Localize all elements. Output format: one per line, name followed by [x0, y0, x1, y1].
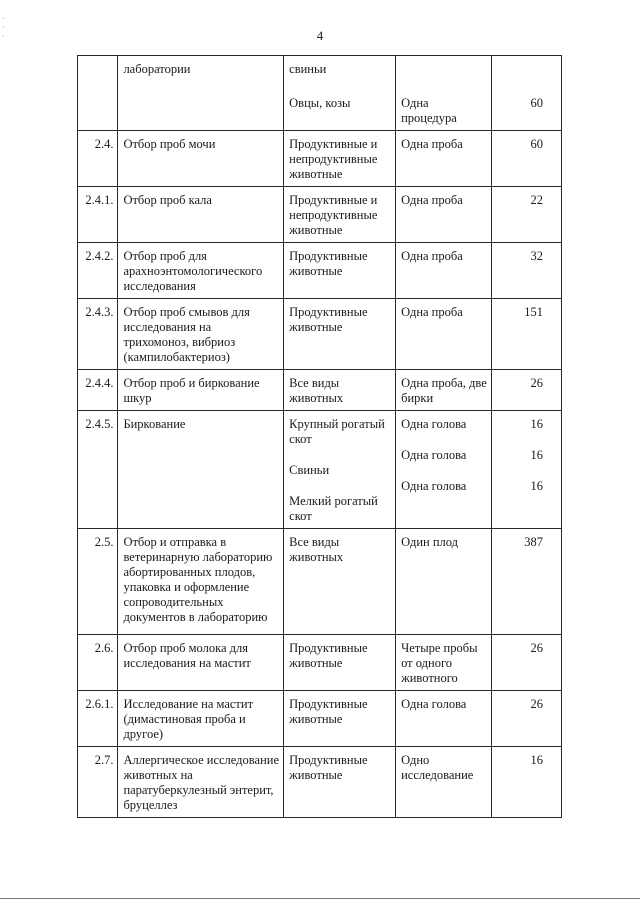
animal-type: Все виды животных — [289, 376, 344, 405]
row-number-text: 2.4.4. — [85, 376, 114, 390]
animal-type-cell — [284, 131, 396, 187]
unit-of-measure-cell — [396, 299, 492, 370]
animal-type: Крупный рогатый скот — [289, 417, 385, 446]
table-row — [78, 56, 562, 131]
price: 26 — [530, 697, 543, 711]
service-name-text: лаборатории — [123, 62, 191, 76]
unit-of-measure-cell — [396, 56, 492, 131]
service-name — [118, 56, 284, 131]
table-row — [78, 529, 562, 635]
row-number-text: 2.4.2. — [85, 249, 114, 263]
row-number — [78, 243, 118, 299]
row-number-text: 2.6.1. — [85, 697, 114, 711]
animal-type: Мелкий рогатый скот — [289, 494, 378, 523]
service-name-text: Отбор проб и биркование шкур — [123, 376, 260, 405]
price: 26 — [530, 641, 543, 655]
unit-of-measure: Одна голова — [401, 479, 467, 493]
row-number — [78, 691, 118, 747]
unit-of-measure-cell — [396, 131, 492, 187]
service-name-text: Исследование на мастит (димастиновая проба и другое) — [123, 697, 254, 741]
animal-type: Продуктивные и непродуктивные животные — [289, 193, 378, 237]
price-cell — [492, 747, 562, 818]
service-name — [118, 299, 284, 370]
table-row — [78, 635, 562, 691]
service-name-text: Отбор проб мочи — [123, 137, 216, 151]
unit-of-measure: Одна проба, две бирки — [401, 376, 487, 405]
row-number — [78, 635, 118, 691]
row-number — [78, 411, 118, 529]
unit-of-measure: Одна голова — [401, 448, 467, 462]
price-cell — [492, 131, 562, 187]
unit-of-measure — [396, 56, 491, 82]
price: 26 — [530, 376, 543, 390]
service-name — [118, 370, 284, 411]
unit-of-measure: Одна процедура — [401, 96, 457, 125]
price: 16 — [530, 448, 543, 462]
service-name-text: Отбор проб для арахноэнтомологического исследования — [123, 249, 263, 293]
price-cell — [492, 635, 562, 691]
service-name — [118, 691, 284, 747]
service-name — [118, 529, 284, 635]
row-number — [78, 529, 118, 635]
row-number-text: 2.4.1. — [85, 193, 114, 207]
service-name-text: Отбор проб кала — [123, 193, 212, 207]
price: 16 — [530, 479, 543, 493]
animal-type-cell — [284, 411, 396, 529]
unit-of-measure-cell — [396, 411, 492, 529]
unit-of-measure: Одна голова — [401, 697, 467, 711]
unit-of-measure: Одна проба — [401, 305, 463, 319]
service-name — [118, 747, 284, 818]
service-name-text: Аллергическое исследование животных на паратуберкулезный энтерит, бруцеллез — [123, 753, 279, 812]
unit-of-measure-cell — [396, 635, 492, 691]
animal-type: свиньи — [289, 62, 327, 76]
unit-of-measure-cell — [396, 243, 492, 299]
animal-type-cell — [284, 243, 396, 299]
table-row — [78, 131, 562, 187]
unit-of-measure-cell — [396, 370, 492, 411]
price: 60 — [530, 137, 543, 151]
service-name-text: Отбор проб молока для исследования на мастит — [123, 641, 251, 670]
price-cell — [492, 243, 562, 299]
animal-type: Продуктивные животные — [289, 753, 368, 782]
price: 151 — [524, 305, 543, 319]
animal-type-cell — [284, 529, 396, 635]
unit-of-measure: Одна голова — [401, 417, 467, 431]
scan-bottom-edge — [0, 898, 640, 899]
table-row — [78, 691, 562, 747]
service-name-text: Отбор проб смывов для исследования на трихомоноз, вибриоз (кампилобактериоз) — [123, 305, 250, 364]
table-row — [78, 187, 562, 243]
table-row — [78, 747, 562, 818]
unit-of-measure-cell — [396, 691, 492, 747]
price-cell — [492, 691, 562, 747]
animal-type: Продуктивные животные — [289, 697, 368, 726]
unit-of-measure: Один плод — [401, 535, 458, 549]
price: 387 — [524, 535, 543, 549]
price-cell — [492, 187, 562, 243]
animal-type-cell — [284, 56, 396, 131]
service-name — [118, 131, 284, 187]
price: 60 — [530, 96, 543, 110]
table-row — [78, 411, 562, 529]
row-number — [78, 56, 118, 131]
animal-type-cell — [284, 299, 396, 370]
animal-type: Все виды животных — [289, 535, 344, 564]
price-cell — [492, 56, 562, 131]
row-number — [78, 299, 118, 370]
row-number-text: 2.7. — [94, 753, 114, 767]
row-number-text — [78, 56, 117, 62]
service-name — [118, 635, 284, 691]
animal-type: Свиньи — [289, 463, 330, 477]
row-number — [78, 131, 118, 187]
animal-type: Продуктивные и непродуктивные животные — [289, 137, 378, 181]
service-name — [118, 187, 284, 243]
row-number-text: 2.5. — [94, 535, 114, 549]
row-number-text: 2.4.3. — [85, 305, 114, 319]
price-cell — [492, 370, 562, 411]
unit-of-measure-cell — [396, 529, 492, 635]
row-number-text: 2.4. — [94, 137, 114, 151]
unit-of-measure: Одна проба — [401, 137, 463, 151]
price: 16 — [530, 417, 543, 431]
animal-type: Продуктивные животные — [289, 305, 368, 334]
animal-type-cell — [284, 187, 396, 243]
service-name-text: Отбор и отправка в ветеринарную лабораторию абортированных плодов, упаковка и оформление сопроводительных документов в лабораторию — [123, 535, 273, 624]
page-number: 4 — [316, 28, 324, 43]
service-name-text: Биркование — [123, 417, 186, 431]
animal-type: Овцы, козы — [289, 96, 351, 110]
price-cell — [492, 411, 562, 529]
animal-type-cell — [284, 370, 396, 411]
unit-of-measure-cell — [396, 747, 492, 818]
animal-type-cell — [284, 691, 396, 747]
unit-of-measure: Одно исследование — [401, 753, 474, 782]
animal-type-cell — [284, 635, 396, 691]
price: 16 — [530, 753, 543, 767]
service-name — [118, 243, 284, 299]
scan-artifact: · · · — [2, 14, 5, 41]
price: 22 — [530, 193, 543, 207]
row-number — [78, 747, 118, 818]
table-row — [78, 299, 562, 370]
services-price-table — [77, 55, 562, 818]
unit-of-measure-cell — [396, 187, 492, 243]
price — [492, 56, 561, 82]
unit-of-measure: Четыре пробы от одного животного — [401, 641, 478, 685]
table-row — [78, 370, 562, 411]
row-number-text: 2.4.5. — [85, 417, 114, 431]
service-name — [118, 411, 284, 529]
animal-type: Продуктивные животные — [289, 641, 368, 670]
unit-of-measure: Одна проба — [401, 193, 463, 207]
animal-type: Продуктивные животные — [289, 249, 368, 278]
table-row — [78, 243, 562, 299]
row-number — [78, 370, 118, 411]
price-cell — [492, 529, 562, 635]
animal-type-cell — [284, 747, 396, 818]
unit-of-measure: Одна проба — [401, 249, 463, 263]
row-number-text: 2.6. — [94, 641, 114, 655]
row-number — [78, 187, 118, 243]
price: 32 — [530, 249, 543, 263]
price-cell — [492, 299, 562, 370]
